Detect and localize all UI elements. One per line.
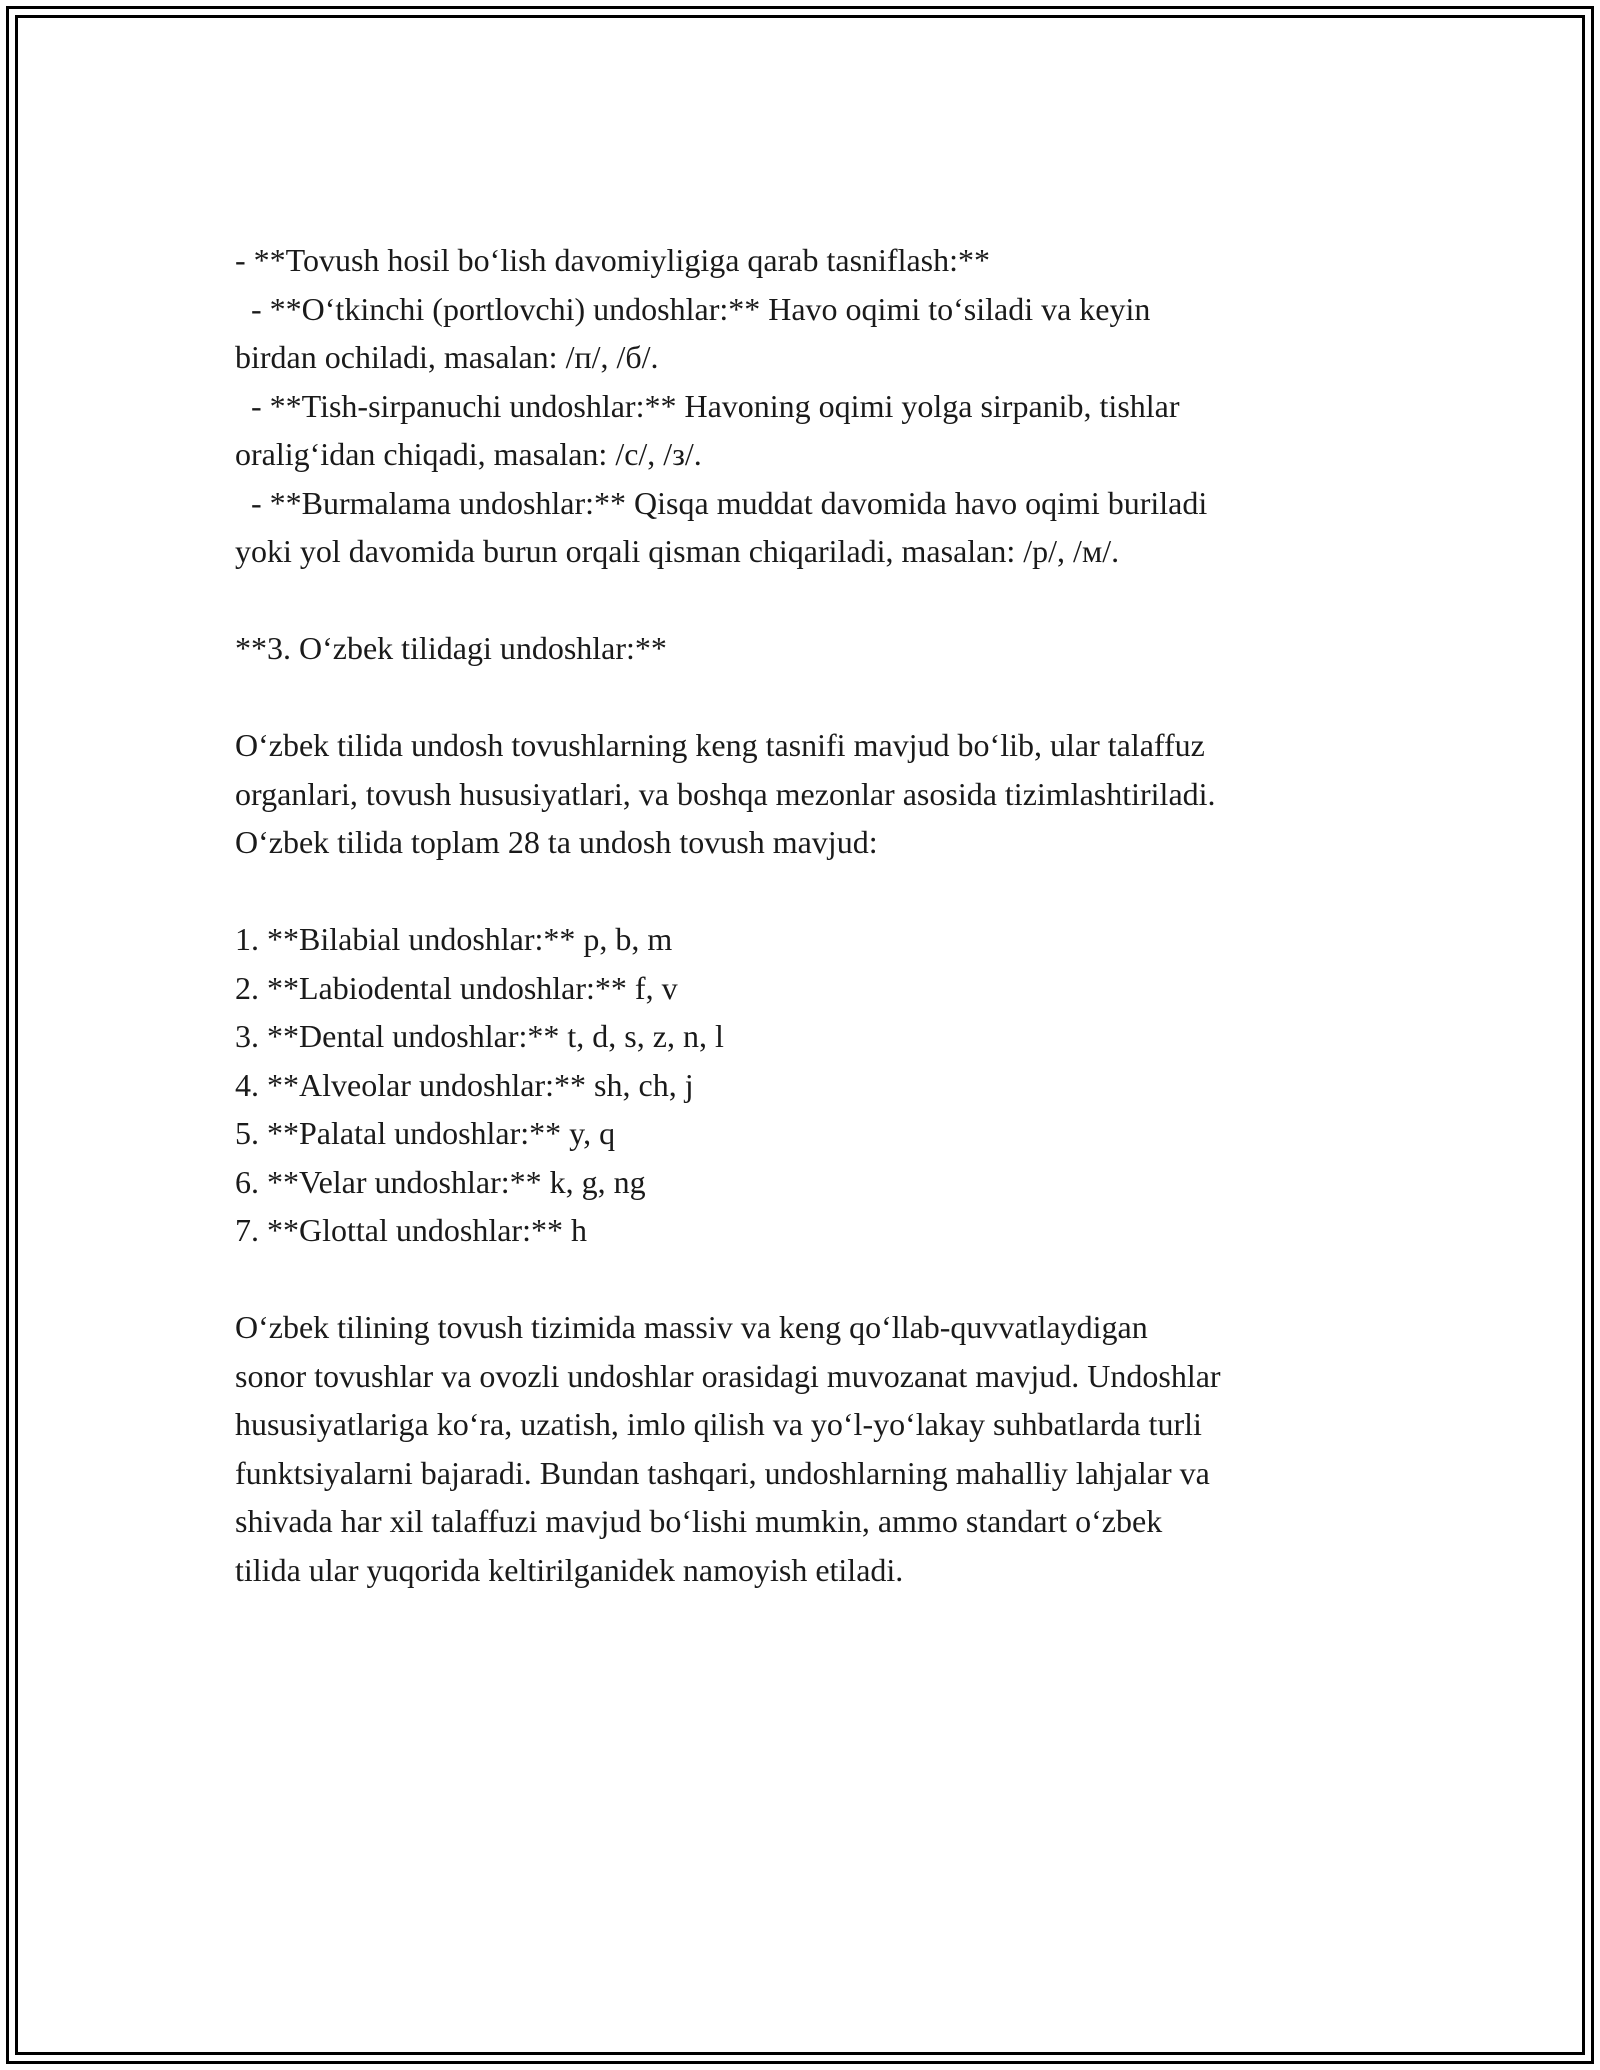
consonant-list-item: 5. **Palatal undoshlar:** y, q bbox=[235, 1115, 616, 1151]
consonant-list-item: 2. **Labiodental undoshlar:** f, v bbox=[235, 969, 678, 1006]
classification-item-plosive-line2: birdan ochiladi, masalan: /п/, /б/. bbox=[235, 339, 659, 375]
section-3-heading: **3. O‘zbek tilidagi undoshlar:** bbox=[235, 630, 667, 666]
spacer bbox=[235, 673, 1415, 722]
classification-item-plosive-line1: - **O‘tkinchi (portlovchi) undoshlar:** Havo oqimi to‘siladi va keyin bbox=[235, 290, 1151, 327]
classification-item-trill-line1: - **Burmalama undoshlar:** Qisqa muddat davomida havo oqimi buriladi bbox=[235, 484, 1208, 521]
consonant-list-item: 6. **Velar undoshlar:** k, g, ng bbox=[235, 1163, 646, 1200]
closing-paragraph-line: hususiyatlariga ko‘ra, uzatish, imlo qilish va yo‘l-yo‘lakay suhbatlarda turli bbox=[235, 1406, 1202, 1442]
consonant-list-item: 7. **Glottal undoshlar:** h bbox=[235, 1212, 587, 1248]
consonant-list-item: 4. **Alveolar undoshlar:** sh, ch, j bbox=[235, 1066, 694, 1103]
document-body bbox=[235, 236, 1415, 1594]
spacer bbox=[235, 1255, 1415, 1304]
spacer bbox=[235, 867, 1415, 916]
intro-paragraph-line: organlari, tovush hususiyatlari, va boshqa mezonlar asosida tizimlashtiriladi. bbox=[235, 775, 1216, 812]
classification-heading: - **Tovush hosil bo‘lish davomiyligiga qarab tasniflash:** bbox=[235, 242, 990, 278]
spacer bbox=[235, 576, 1415, 625]
consonant-list-item: 1. **Bilabial undoshlar:** p, b, m bbox=[235, 921, 673, 957]
intro-paragraph-line: O‘zbek tilida toplam 28 ta undosh tovush mavjud: bbox=[235, 824, 878, 860]
classification-item-fricative-line2: oralig‘idan chiqadi, masalan: /с/, /з/. bbox=[235, 436, 702, 472]
closing-paragraph-line: O‘zbek tilining tovush tizimida massiv va keng qo‘llab-quvvatlaydigan bbox=[235, 1309, 1148, 1345]
closing-paragraph-line: funktsiyalarni bajaradi. Bundan tashqari, undoshlarning mahalliy lahjalar va bbox=[235, 1454, 1210, 1491]
consonant-list-item: 3. **Dental undoshlar:** t, d, s, z, n, l bbox=[235, 1018, 724, 1054]
classification-item-trill-line2: yoki yol davomida burun orqali qisman chiqariladi, masalan: /р/, /м/. bbox=[235, 533, 1120, 569]
closing-paragraph-line: sonor tovushlar va ovozli undoshlar orasidagi muvozanat mavjud. Undoshlar bbox=[235, 1357, 1221, 1394]
closing-paragraph-line: tilida ular yuqorida keltirilganidek namoyish etiladi. bbox=[235, 1551, 904, 1588]
closing-paragraph-line: shivada har xil talaffuzi mavjud bo‘lishi mumkin, ammo standart o‘zbek bbox=[235, 1503, 1163, 1539]
intro-paragraph-line: O‘zbek tilida undosh tovushlarning keng tasnifi mavjud bo‘lib, ular talaffuz bbox=[235, 727, 1205, 763]
classification-item-fricative-line1: - **Tish-sirpanuchi undoshlar:** Havoning oqimi yolga sirpanib, tishlar bbox=[235, 387, 1180, 424]
